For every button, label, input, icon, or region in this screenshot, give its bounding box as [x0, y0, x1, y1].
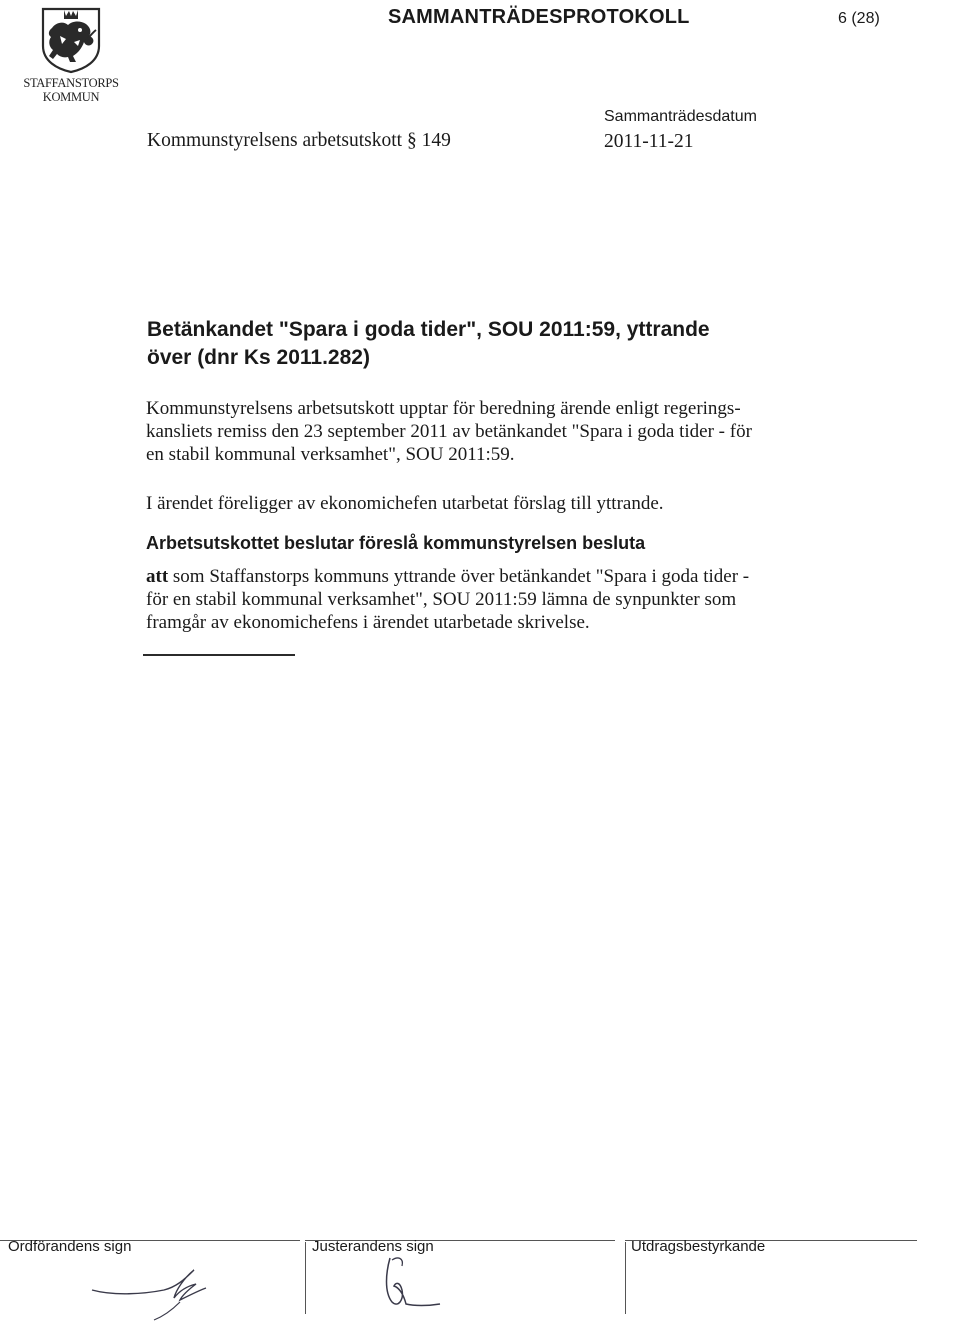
decision-text: som Staffanstorps kommuns yttrande över betänkandet "Spara i goda tider -	[168, 566, 750, 587]
paragraph-line: Kommunstyrelsens arbetsutskott upptar för beredning ärende enligt regerings-	[146, 398, 741, 419]
decision-att: att	[146, 566, 169, 587]
document-title: SAMMANTRÄDESPROTOKOLL	[388, 6, 690, 28]
meeting-date: 2011-11-21	[604, 131, 694, 152]
item-heading	[147, 316, 847, 372]
chair-signature	[84, 1250, 224, 1322]
adjuster-signature-label: Justerandens sign	[312, 1238, 434, 1255]
paragraph-decision	[146, 565, 846, 634]
meeting-date-label: Sammanträdesdatum	[604, 108, 757, 125]
extract-certification-label: Utdragsbestyrkande	[631, 1238, 766, 1255]
org-name	[12, 76, 130, 104]
adjuster-signature	[378, 1252, 448, 1310]
paragraph-line: en stabil kommunal verksamhet", SOU 2011:59.	[146, 444, 515, 465]
chair-signature-label: Ordförandens sign	[8, 1238, 132, 1255]
org-name-line2: KOMMUN	[42, 90, 100, 104]
paragraph-line: framgår av ekonomichefens i ärendet utarbetade skrivelse.	[146, 612, 590, 633]
committee-name: Kommunstyrelsens arbetsutskott § 149	[147, 130, 451, 151]
paragraph-background	[146, 397, 846, 466]
section-divider	[143, 654, 295, 656]
decision-heading: Arbetsutskottet beslutar föreslå kommunstyrelsen besluta	[146, 533, 646, 553]
item-heading-line1: Betänkandet "Spara i goda tider", SOU 2011:59, yttrande	[147, 318, 710, 341]
page-number: 6 (28)	[838, 10, 880, 27]
signature-box-divider	[625, 1242, 626, 1314]
org-name-line1: STAFFANSTORPS	[23, 76, 119, 90]
paragraph-proposal: I ärendet föreligger av ekonomichefen utarbetat förslag till yttrande.	[146, 493, 664, 514]
paragraph-line	[146, 565, 846, 588]
paragraph-line: för en stabil kommunal verksamhet", SOU 2011:59 lämna de synpunkter som	[146, 589, 737, 610]
item-heading-line2: över (dnr Ks 2011.282)	[147, 346, 370, 369]
signature-box-divider	[305, 1242, 306, 1314]
coat-of-arms-icon	[40, 6, 102, 74]
paragraph-line: kansliets remiss den 23 september 2011 av betänkandet "Spara i goda tider - för	[146, 421, 752, 442]
